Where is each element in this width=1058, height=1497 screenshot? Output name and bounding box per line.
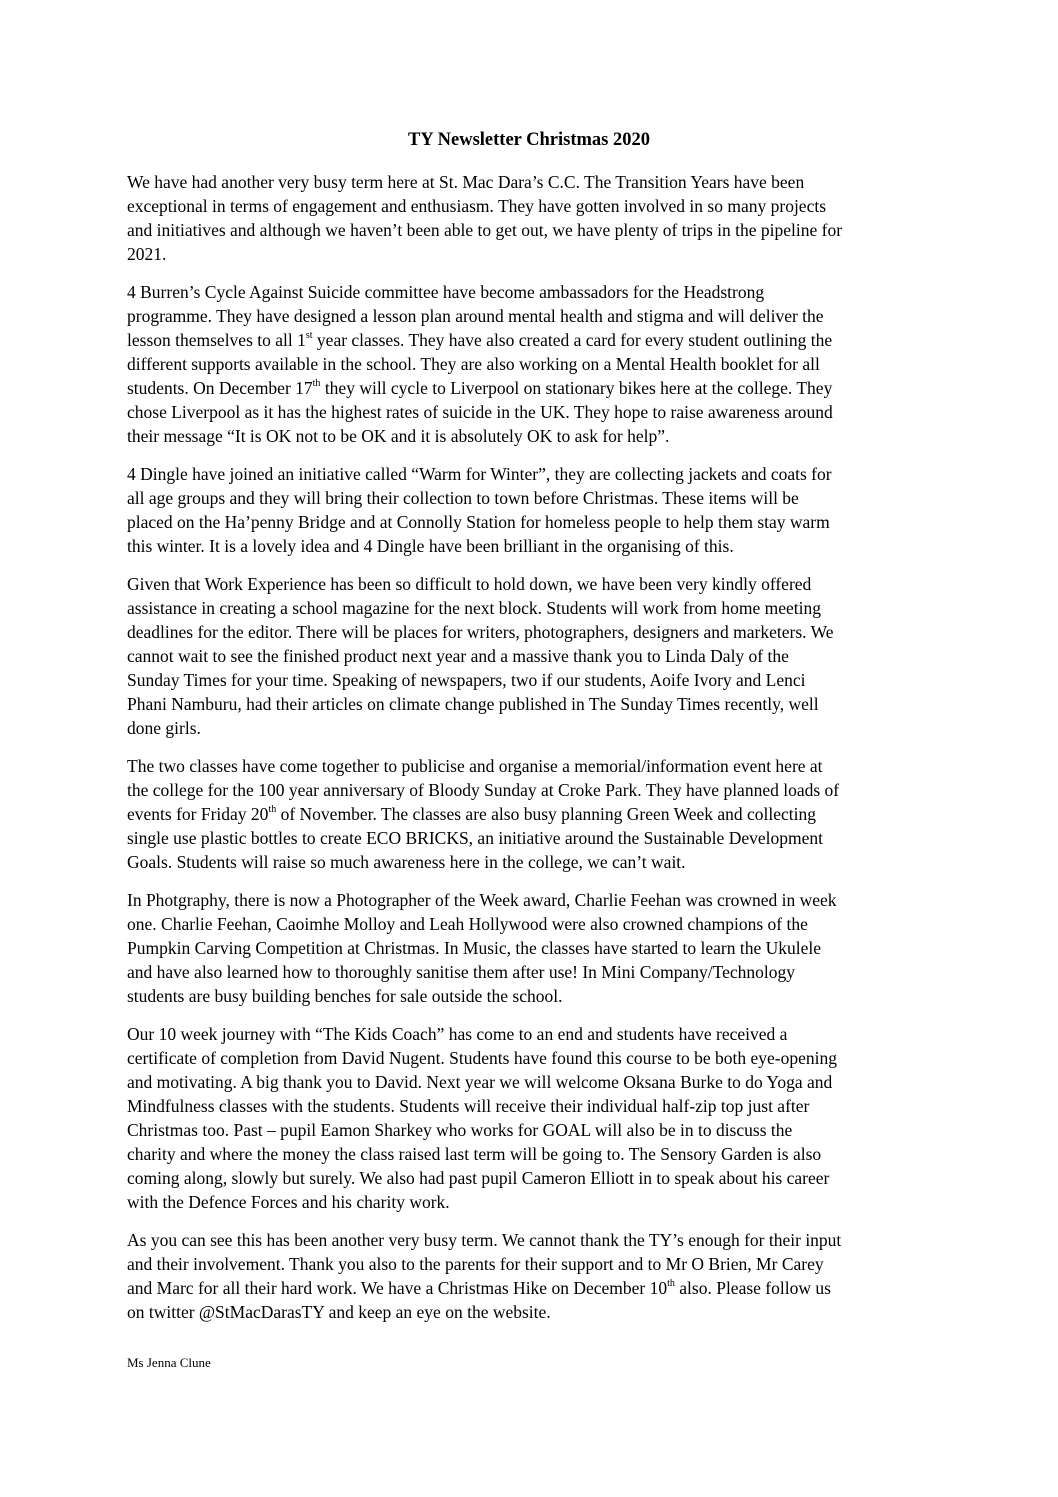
text-segment: their message “It is OK not to be OK and it is absolutely OK to ask for help”.: [127, 426, 670, 446]
text-line: [127, 716, 927, 740]
text-line: [127, 534, 927, 558]
text-segment: Goals. Students will raise so much awareness here in the college, we can’t wait.: [127, 852, 686, 872]
page-title: TY Newsletter Christmas 2020: [408, 130, 650, 150]
text-line: [127, 1070, 927, 1094]
text-line: [127, 692, 927, 716]
text-line: [127, 1046, 927, 1070]
paragraph: [127, 462, 927, 558]
text-segment: cannot wait to see the finished product next year and a massive thank you to Linda Daly of the: [127, 646, 789, 666]
text-segment: coming along, slowly but surely. We also had past pupil Cameron Elliott in to speak about his career: [127, 1168, 830, 1188]
paragraph: [127, 1228, 927, 1324]
text-line: [127, 352, 927, 376]
text-segment: single use plastic bottles to create ECO BRICKS, an initiative around the Sustainable Development: [127, 828, 823, 848]
text-segment: and Marc for all their hard work. We have a Christmas Hike on December 10: [127, 1278, 668, 1298]
text-segment: all age groups and they will bring their collection to town before Christmas. These items will be: [127, 488, 799, 508]
ordinal-suffix: th: [667, 1278, 675, 1290]
text-segment: The two classes have come together to publicise and organise a memorial/information event here at: [127, 756, 823, 776]
text-segment: also. Please follow us: [674, 1278, 831, 1298]
paragraph: [127, 754, 927, 874]
text-line: [127, 462, 927, 486]
text-line: [127, 596, 927, 620]
text-segment: of November. The classes are also busy planning Green Week and collecting: [276, 804, 817, 824]
text-line: [127, 218, 927, 242]
text-segment: students are busy building benches for sale outside the school.: [127, 986, 563, 1006]
text-segment: As you can see this has been another very busy term. We cannot thank the TY’s enough for their input: [127, 1230, 842, 1250]
signature: Ms Jenna Clune: [127, 1355, 211, 1370]
text-segment: deadlines for the editor. There will be places for writers, photographers, designers and marketers. We: [127, 622, 834, 642]
text-segment: and initiatives and although we haven’t been able to get out, we have plenty of trips in the pipeline for: [127, 220, 843, 240]
text-segment: chose Liverpool as it has the highest rates of suicide in the UK. They hope to raise awareness around: [127, 402, 833, 422]
newsletter-body: [127, 170, 927, 1338]
text-segment: the college for the 100 year anniversary of Bloody Sunday at Croke Park. They have planned loads of: [127, 780, 840, 800]
text-segment: on twitter @StMacDarasTY and keep an eye on the website.: [127, 1302, 551, 1322]
text-line: [127, 644, 927, 668]
text-segment: certificate of completion from David Nugent. Students have found this course to be both eye-opening: [127, 1048, 838, 1068]
text-segment: Pumpkin Carving Competition at Christmas. In Music, the classes have started to learn the Ukulele: [127, 938, 822, 958]
text-line: [127, 1228, 927, 1252]
text-segment: and their involvement. Thank you also to the parents for their support and to Mr O Brien, Mr Carey: [127, 1254, 824, 1274]
text-line: [127, 936, 927, 960]
ordinal-suffix: th: [268, 804, 277, 816]
text-line: [127, 620, 927, 644]
text-line: [127, 486, 927, 510]
text-line: [127, 1118, 927, 1142]
paragraph: [127, 572, 927, 740]
text-segment: and motivating. A big thank you to David. Next year we will welcome Oksana Burke to do Yoga and: [127, 1072, 833, 1092]
paragraph: [127, 1022, 927, 1214]
text-line: [127, 1166, 927, 1190]
text-line: [127, 328, 927, 352]
text-line: [127, 1022, 927, 1046]
text-line: [127, 280, 927, 304]
text-segment: placed on the Ha’penny Bridge and at Connolly Station for homeless people to help them stay warm: [127, 512, 830, 532]
text-line: [127, 1300, 927, 1324]
text-segment: one. Charlie Feehan, Caoimhe Molloy and Leah Hollywood were also crowned champions of the: [127, 914, 808, 934]
text-segment: students. On December 17: [127, 378, 313, 398]
text-segment: Given that Work Experience has been so difficult to hold down, we have been very kindly offered: [127, 574, 812, 594]
text-line: [127, 194, 927, 218]
text-line: [127, 400, 927, 424]
text-line: [127, 1142, 927, 1166]
text-line: [127, 826, 927, 850]
text-line: [127, 424, 927, 448]
text-line: [127, 912, 927, 936]
text-segment: We have had another very busy term here at St. Mac Dara’s C.C. The Transition Years have been: [127, 172, 805, 192]
text-line: [127, 376, 927, 400]
text-segment: Phani Namburu, had their articles on climate change published in The Sunday Times recently, well: [127, 694, 819, 714]
text-segment: year classes. They have also created a card for every student outlining the: [312, 330, 833, 350]
text-segment: charity and where the money the class raised last term will be going to. The Sensory Garden is also: [127, 1144, 822, 1164]
text-segment: Sunday Times for your time. Speaking of newspapers, two if our students, Aoife Ivory and Lenci: [127, 670, 806, 690]
paragraph: [127, 280, 927, 448]
text-line: [127, 754, 927, 778]
ordinal-suffix: st: [305, 330, 313, 342]
text-segment: events for Friday 20: [127, 804, 269, 824]
paragraph: [127, 888, 927, 1008]
text-segment: and have also learned how to thoroughly sanitise them after use! In Mini Company/Technology: [127, 962, 795, 982]
text-segment: programme. They have designed a lesson plan around mental health and stigma and will deliver the: [127, 306, 824, 326]
text-segment: done girls.: [127, 718, 201, 738]
text-line: [127, 304, 927, 328]
text-segment: they will cycle to Liverpool on stationary bikes here at the college. They: [320, 378, 833, 398]
text-line: [127, 1276, 927, 1300]
text-line: [127, 984, 927, 1008]
text-line: [127, 802, 927, 826]
text-line: [127, 242, 927, 266]
text-line: [127, 778, 927, 802]
text-line: [127, 888, 927, 912]
text-segment: 4 Burren’s Cycle Against Suicide committee have become ambassadors for the Headstrong: [127, 282, 765, 302]
ordinal-suffix: th: [312, 378, 321, 390]
text-segment: with the Defence Forces and his charity work.: [127, 1192, 450, 1212]
text-line: [127, 510, 927, 534]
text-line: [127, 572, 927, 596]
text-segment: different supports available in the school. They are also working on a Mental Health booklet for all: [127, 354, 820, 374]
text-segment: Christmas too. Past – pupil Eamon Sharkey who works for GOAL will also be in to discuss the: [127, 1120, 793, 1140]
text-line: [127, 1252, 927, 1276]
text-line: [127, 960, 927, 984]
text-line: [127, 1190, 927, 1214]
text-segment: In Photgraphy, there is now a Photographer of the Week award, Charlie Feehan was crowned in week: [127, 890, 837, 910]
text-segment: 2021.: [127, 244, 167, 264]
text-segment: lesson themselves to all 1: [127, 330, 306, 350]
text-segment: 4 Dingle have joined an initiative called “Warm for Winter”, they are collecting jackets and coats for: [127, 464, 832, 484]
paragraph: [127, 170, 927, 266]
text-line: [127, 170, 927, 194]
text-line: [127, 1094, 927, 1118]
text-segment: assistance in creating a school magazine for the next block. Students will work from home meeting: [127, 598, 821, 618]
text-segment: exceptional in terms of engagement and enthusiasm. They have gotten involved in so many projects: [127, 196, 827, 216]
text-segment: this winter. It is a lovely idea and 4 Dingle have been brilliant in the organising of this.: [127, 536, 734, 556]
text-line: [127, 850, 927, 874]
text-segment: Our 10 week journey with “The Kids Coach” has come to an end and students have received a: [127, 1024, 788, 1044]
text-line: [127, 668, 927, 692]
text-segment: Mindfulness classes with the students. Students will receive their individual half-zip top just after: [127, 1096, 810, 1116]
